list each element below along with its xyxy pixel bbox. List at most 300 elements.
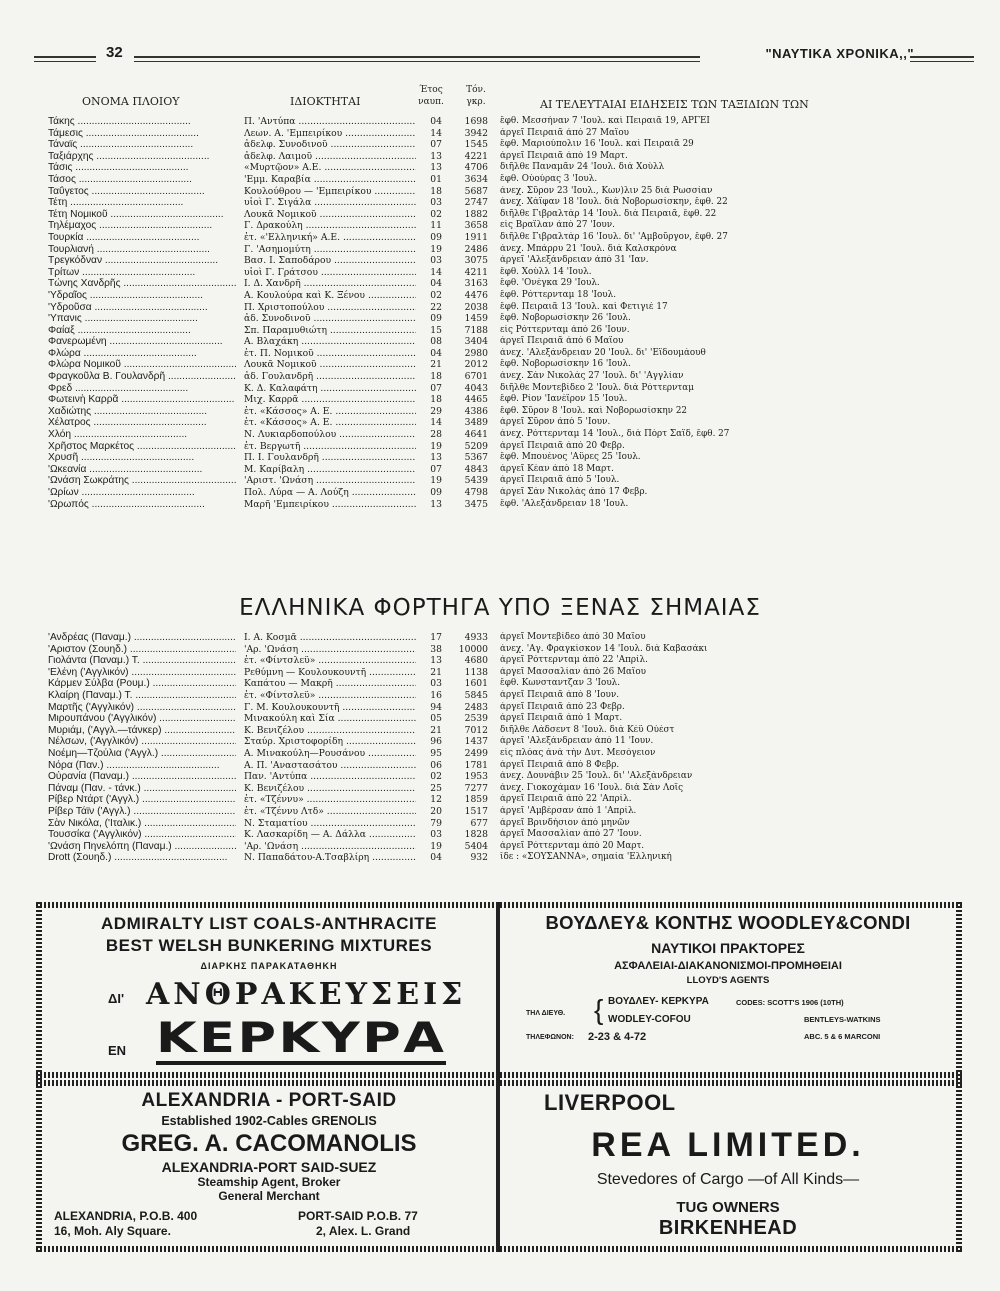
owner-name: Κ. Δ. Καλαφάτη ..... bbox=[244, 383, 416, 395]
table-row bbox=[48, 139, 898, 151]
ad-kerkyra-logo-row bbox=[46, 1013, 492, 1065]
voyage-news: ἀργεῖ Μασσαλίαν ἀπὸ 27 'Ιουν. bbox=[500, 829, 642, 840]
voyage-news: ἀνεχ. Σὰν Νικολὰς 27 'Ιουλ. δι' 'Αγγλίαν bbox=[500, 371, 684, 382]
page-header bbox=[34, 44, 974, 68]
table-row bbox=[48, 128, 898, 140]
ad-woodley-services: ΑΣΦΑΛΕΙΑΙ-ΔΙΑΚΑΝΟΝΙΣΜΟΙ-ΠΡΟΜΗΘΕΙΑΙ bbox=[614, 960, 842, 972]
ad-cacomanolis-addresses bbox=[46, 1209, 492, 1241]
voyage-news: ἀνεχ. 'Αγ. Φραγκίσκον 14 'Ιουλ. διὰ Καβασάκι bbox=[500, 643, 708, 654]
owner-name: ἑτ. Βεργωτῆ ..... bbox=[244, 441, 416, 453]
table-row bbox=[48, 255, 898, 267]
ship-name: Μιρουπάνου ('Αγγλικόν) ..... bbox=[48, 713, 236, 725]
build-year: 02 bbox=[430, 771, 442, 783]
build-year: 29 bbox=[430, 405, 442, 417]
voyage-news: ἀργεῖ Ρόττερνταμ ἀπὸ 22 'Απρίλ. bbox=[500, 655, 648, 666]
voyage-news: διῆλθε Παναμᾶν 24 'Ιουλ. διὰ Χοὺλλ bbox=[500, 162, 665, 173]
build-year: 19 bbox=[430, 475, 442, 487]
ad-rea-tagline: Stevedores of Cargo —of All Kinds— bbox=[596, 1171, 860, 1188]
build-year: 96 bbox=[430, 736, 442, 748]
voyage-news: ἀργεῖ Σὰν Νικολὰς ἀπὸ 17 Φεβρ. bbox=[500, 487, 648, 497]
voyage-news: ἔφθ. Οὐούρας 3 'Ιουλ. bbox=[500, 173, 598, 184]
owner-name: Μαρῆ 'Εμπειρίκου ..... bbox=[244, 499, 416, 511]
owner-name: Α. Κουλούρα καὶ Κ. Ξένου ..... bbox=[244, 290, 416, 302]
owner-name: Α. Μινακούλη—Ρουσάνου ..... bbox=[244, 748, 416, 760]
owner-name: Α. Π. 'Αναστασάτου ..... bbox=[244, 760, 416, 772]
build-year: 38 bbox=[430, 643, 442, 655]
voyage-news: ἔφθ. Κωνσταντζαν 3 'Ιουλ. bbox=[500, 678, 621, 689]
voyage-news: ἀνεχ. 'Αλεξάνδρειαν 20 'Ιουλ. δι' 'Εϊδουμάουθ bbox=[500, 347, 706, 358]
ad-kerkyra-logo: ΚΕΡΚΥΡΑ bbox=[156, 1015, 446, 1065]
table-row bbox=[48, 325, 898, 337]
build-year: 21 bbox=[430, 724, 442, 736]
col-head-owner: ΙΔΙΟΚΤΗΤΑΙ bbox=[290, 95, 361, 108]
ad-cacomanolis-route: ALEXANDRIA-PORT SAID-SUEZ bbox=[161, 1159, 377, 1175]
gross-tons: 4843 bbox=[464, 463, 488, 475]
ad-rea-limited bbox=[504, 1090, 952, 1240]
gross-tons: 2747 bbox=[464, 197, 488, 209]
build-year: 13 bbox=[430, 452, 442, 464]
gross-tons: 4476 bbox=[464, 289, 488, 301]
build-year: 05 bbox=[430, 713, 442, 725]
voyage-news: ἀνεχ. Μπάρρυ 21 'Ιουλ. διὰ Καλσκρόνα bbox=[500, 243, 677, 254]
ad-kerkyra-big-row bbox=[46, 973, 492, 1017]
gross-tons: 5687 bbox=[464, 185, 488, 197]
voyage-news: ἔφθ. 'Ονέγκα 29 'Ιουλ. bbox=[500, 278, 600, 289]
ad-kerkyra-coals bbox=[46, 914, 492, 1065]
table-row bbox=[48, 162, 898, 174]
build-year: 09 bbox=[430, 313, 442, 325]
voyage-news: ἀργεῖ Μοντεβίδεο ἀπὸ 30 Μαΐου bbox=[500, 632, 646, 642]
ship-name: Τάναϊς ..... bbox=[48, 139, 236, 151]
owner-name: Κ. Βενιζέλου ..... bbox=[244, 725, 416, 737]
ship-name: Φαίαξ ..... bbox=[48, 325, 236, 337]
gross-tons: 3475 bbox=[464, 498, 488, 510]
table-row bbox=[48, 197, 898, 209]
gross-tons: 3634 bbox=[464, 173, 488, 185]
ad-kerkyra-line1: ADMIRALTY LIST COALS-ANTHRACITE bbox=[101, 914, 437, 933]
gross-tons: 1517 bbox=[464, 805, 488, 817]
gross-tons: 1953 bbox=[464, 771, 488, 783]
table-row bbox=[48, 725, 898, 737]
voyage-news: ἀργεῖ Πειραιᾶ ἀπὸ 8 Φεβρ. bbox=[500, 759, 620, 770]
gross-tons: 4043 bbox=[464, 382, 488, 394]
table-row bbox=[48, 644, 898, 656]
build-year: 13 bbox=[430, 162, 442, 174]
ad-woodley-phone-label: ΤΗΛΕΦΩΝΟΝ: bbox=[526, 1034, 574, 1041]
col-head-year-l2: ναυπ. bbox=[418, 97, 444, 107]
build-year: 15 bbox=[430, 324, 442, 336]
ad-border-right bbox=[956, 902, 962, 1252]
gross-tons: 3942 bbox=[464, 127, 488, 139]
page-number: 32 bbox=[106, 44, 123, 61]
voyage-news: διῆλθε Γιβραλτὰρ 14 'Ιουλ. διὰ Πειραιᾶ, ἔφθ. 22 bbox=[500, 208, 717, 219]
ad-cacomanolis-addr-right2: 2, Alex. L. Grand bbox=[316, 1224, 411, 1238]
table-row bbox=[48, 841, 898, 853]
gross-tons: 4706 bbox=[464, 162, 488, 174]
gross-tons: 1459 bbox=[464, 313, 488, 325]
build-year: 19 bbox=[430, 440, 442, 452]
build-year: 14 bbox=[430, 266, 442, 278]
voyage-news: ἀργεῖ Πειραιᾶ ἀπὸ 23 Φεβρ. bbox=[500, 701, 625, 712]
voyage-news: ἀργεῖ Σῦρον ἀπὸ 5 'Ιουν. bbox=[500, 417, 611, 428]
col-head-ship: ΟΝΟΜΑ ΠΛΟΙΟΥ bbox=[82, 95, 180, 108]
ship-name: Πάναμ (Παν. - τάνκ.) ..... bbox=[48, 783, 236, 795]
ship-name: Σὰν Νικόλα, ('Ιταλικ.) ..... bbox=[48, 818, 236, 830]
ad-woodley-bentleys: BENTLEYS-WATKINS bbox=[804, 1015, 881, 1024]
ship-name: Drott (Σουηδ.) ..... bbox=[48, 852, 236, 864]
owner-name: ἑτ. «Φίντσλεϋ» ..... bbox=[244, 690, 416, 702]
voyage-news: διῆλθε Μοντεβίδεο 2 'Ιουλ. διὰ Ρόττερνταμ bbox=[500, 382, 694, 393]
table-row bbox=[48, 267, 898, 279]
gross-tons: 1882 bbox=[464, 208, 488, 220]
col-head-tons bbox=[458, 84, 494, 108]
table-row bbox=[48, 464, 898, 476]
owner-name: Κ. Βενιζέλου ..... bbox=[244, 783, 416, 795]
table-row bbox=[48, 394, 898, 406]
ship-name: Τέτη Νομικοῦ ..... bbox=[48, 209, 236, 221]
voyage-news: ἔφθ. Σῦρον 8 'Ιουλ. καὶ Νοβορωσίσκην 22 bbox=[500, 405, 688, 416]
owner-name: ἀδελφ. Λαιμοῦ ..... bbox=[244, 151, 416, 163]
table-row bbox=[48, 151, 898, 163]
owner-name: Λεων. Α. 'Εμπειρίκου ..... bbox=[244, 128, 416, 140]
owner-name: Γ. Δρακούλη ..... bbox=[244, 220, 416, 232]
ship-name: Χαδιώτης ..... bbox=[48, 406, 236, 418]
owner-name: 'Εμμ. Καραβία ..... bbox=[244, 174, 416, 186]
ship-name: 'Υδροῦσα ..... bbox=[48, 302, 236, 314]
owner-name: υἱοὶ Γ. Σιγάλα ..... bbox=[244, 197, 416, 209]
voyage-news: εἰς Βραΐλαν ἀπὸ 27 'Ιουν. bbox=[500, 220, 615, 231]
gross-tons: 2012 bbox=[464, 359, 488, 371]
col-head-news: ΑΙ ΤΕΛΕΥΤΑΙΑΙ ΕΙΔΗΣΕΙΣ ΤΩΝ ΤΑΞΙΔΙΩΝ ΤΩΝ bbox=[540, 98, 809, 111]
ship-name: Φωτεινὴ Καρρᾶ ..... bbox=[48, 394, 236, 406]
voyage-news: ἀνεχ. Γιοκοχάμαν 16 'Ιουλ. διὰ Σὰν Λοΐς bbox=[500, 782, 683, 793]
gross-tons: 5404 bbox=[464, 840, 488, 852]
ad-cacomanolis-addr-left2: 16, Moh. Aly Square. bbox=[54, 1224, 171, 1238]
owner-name: 'Αρ. 'Ωνάση ..... bbox=[244, 841, 416, 853]
table-row bbox=[48, 336, 898, 348]
ad-rea-town: BIRKENHEAD bbox=[658, 1217, 798, 1239]
voyage-news: ἀνεχ. Χάϊφαν 18 'Ιουλ. διὰ Νοβορωσίσκην, ἔφθ. 22 bbox=[500, 197, 728, 208]
owner-name: Ι. Α. Κοσμᾶ ..... bbox=[244, 632, 416, 644]
voyage-news: ἀργεῖ Πειραιᾶ ἀπὸ 22 'Απρίλ. bbox=[500, 794, 632, 805]
gross-tons: 3658 bbox=[464, 220, 488, 232]
gross-tons: 7277 bbox=[464, 782, 488, 794]
gross-tons: 1828 bbox=[464, 829, 488, 841]
ship-name: Τώνης Χανδρῆς ..... bbox=[48, 278, 236, 290]
voyage-news: ἀνεχ. Σῦρον 23 'Ιουλ., Κων)λιν 25 διὰ Ρωσσίαν bbox=[500, 185, 713, 196]
ad-woodley-tel-greek: ΒΟΥΔΛΕΥ- ΚΕΡΚΥΡΑ bbox=[608, 996, 709, 1007]
gross-tons: 1781 bbox=[464, 759, 488, 771]
gross-tons: 1437 bbox=[464, 736, 488, 748]
owner-name: Μιχ. Καρρᾶ ..... bbox=[244, 394, 416, 406]
build-year: 01 bbox=[430, 173, 442, 185]
gross-tons: 2038 bbox=[464, 301, 488, 313]
gross-tons: 4641 bbox=[464, 429, 488, 441]
gross-tons: 3404 bbox=[464, 336, 488, 348]
ship-name: 'Υπανις ..... bbox=[48, 313, 236, 325]
build-year: 03 bbox=[430, 678, 442, 690]
ship-name: Ταΰγετος ..... bbox=[48, 186, 236, 198]
ship-name: Τουρλιανή ..... bbox=[48, 244, 236, 256]
table-row bbox=[48, 748, 898, 760]
owner-name: ἑτ. «Τζέννυ» ..... bbox=[244, 794, 416, 806]
ad-cacomanolis-name: GREG. A. CACOMANOLIS bbox=[121, 1130, 417, 1157]
owner-name: ἑτ. «Κάσσος» Α. Ε. ..... bbox=[244, 417, 416, 429]
ad-woodley-tel-label: ΤΗΛ ΔΙΕΥΘ. bbox=[526, 1010, 566, 1017]
build-year: 07 bbox=[430, 382, 442, 394]
voyage-news: ἀργεῖ Ρόττερνταμ ἀπὸ 20 Μαρτ. bbox=[500, 840, 645, 851]
voyage-news: ἀνεχ. Δουνάβιν 25 'Ιουλ. δι' 'Αλεξάνδρειαν bbox=[500, 771, 693, 782]
owner-name: Ρεθύμνη — Κουλουκουντῆ ..... bbox=[244, 667, 416, 679]
table-row bbox=[48, 406, 898, 418]
ad-woodley-codes: CODES: SCOTT'S 1906 (10TH) bbox=[736, 998, 844, 1007]
gross-tons: 5209 bbox=[464, 440, 488, 452]
section-title: ΕΛΛΗΝΙΚΑ ΦΟΡΤΗΓΑ ΥΠΟ ΞΕΝΑΣ ΣΗΜΑΙΑΣ bbox=[239, 595, 761, 621]
table-row bbox=[48, 499, 898, 511]
ad-cacomanolis-role2: General Merchant bbox=[218, 1189, 320, 1203]
owner-name: Καπάτου — Μακρῆ ..... bbox=[244, 678, 416, 690]
voyage-news: ἀργεῖ 'Αλεξάνδρειαν ἀπὸ 31 'Ιαν. bbox=[500, 255, 649, 266]
ad-woodley-brace: { bbox=[594, 994, 604, 1025]
build-year: 18 bbox=[430, 185, 442, 197]
table-row bbox=[48, 760, 898, 772]
owner-name: Π. Ι. Γουλανδρῆ ..... bbox=[244, 452, 416, 464]
ship-name: Χέλατρος ..... bbox=[48, 417, 236, 429]
ship-name: Φλώρα Νομικοῦ ..... bbox=[48, 359, 236, 371]
ship-name: Τάσος ..... bbox=[48, 174, 236, 186]
table-row bbox=[48, 783, 898, 795]
ad-rea-owners: TUG OWNERS bbox=[676, 1199, 780, 1216]
table-row bbox=[48, 220, 898, 232]
table-row bbox=[48, 829, 898, 841]
voyage-news: ἔφθ. Μπουένος 'Αϋρες 25 'Ιουλ. bbox=[500, 452, 641, 463]
table-row bbox=[48, 174, 898, 186]
build-year: 28 bbox=[430, 429, 442, 441]
build-year: 02 bbox=[430, 289, 442, 301]
voyage-news: διῆλθε Γιβραλτὰρ 16 'Ιουλ. δι' 'Αμβοῦργον, ἔφθ. 27 bbox=[500, 231, 728, 242]
gross-tons: 4680 bbox=[464, 655, 488, 667]
ship-name: 'Ωνάση Σωκράτης ..... bbox=[48, 475, 236, 487]
build-year: 04 bbox=[430, 116, 442, 127]
voyage-news: ἀργεῖ 'Αλεξάνδρειαν ἀπὸ 11 'Ιουν. bbox=[500, 736, 654, 747]
gross-tons: 5367 bbox=[464, 452, 488, 464]
table-row bbox=[48, 713, 898, 725]
gross-tons: 4465 bbox=[464, 394, 488, 406]
ship-name: Ρίβερ Ντάρτ ('Αγγλ.) ..... bbox=[48, 794, 236, 806]
table-row bbox=[48, 371, 898, 383]
table-row bbox=[48, 429, 898, 441]
voyage-news: ἔφθ. Ρόττερνταμ 18 'Ιουλ. bbox=[500, 289, 617, 300]
owner-name: Γ. Μ. Κουλουκουντῆ ..... bbox=[244, 702, 416, 714]
ship-name: Ταξιάρχης ..... bbox=[48, 151, 236, 163]
build-year: 13 bbox=[430, 150, 442, 162]
ad-cacomanolis-line2: Established 1902-Cables GRENOLIS bbox=[161, 1114, 377, 1128]
gross-tons: 1545 bbox=[464, 139, 488, 151]
voyage-news: ἀργεῖ 'Αμβέρσαν ἀπὸ 1 'Απρίλ. bbox=[500, 805, 637, 816]
build-year: 19 bbox=[430, 243, 442, 255]
ship-name: Νέλσων, ('Αγγλικόν) ..... bbox=[48, 736, 236, 748]
build-year: 21 bbox=[430, 359, 442, 371]
table-row bbox=[48, 209, 898, 221]
voyage-news: εἰς πλόας ἀνὰ τὴν Δυτ. Μεσόγειον bbox=[500, 747, 656, 758]
build-year: 07 bbox=[430, 463, 442, 475]
owner-name: Βασ. Ι. Σαποδάρου ..... bbox=[244, 255, 416, 267]
gross-tons: 932 bbox=[470, 852, 488, 864]
owner-name: Κ. Λασκαρίδη — Α. Δάλλα ..... bbox=[244, 829, 416, 841]
voyage-news: ἀργεῖ Πειραιᾶ ἀπὸ 5 'Ιουλ. bbox=[500, 475, 620, 486]
owner-name: ἑτ. «'Ελληνική» Α.Ε. ..... bbox=[244, 232, 416, 244]
owner-name: 'Αριστ. 'Ωνάση ..... bbox=[244, 475, 416, 487]
ad-cacomanolis-addr-left1: ALEXANDRIA, P.O.B. 400 bbox=[54, 1209, 198, 1223]
gross-tons: 2980 bbox=[464, 347, 488, 359]
table-row bbox=[48, 794, 898, 806]
build-year: 79 bbox=[430, 817, 442, 829]
build-year: 94 bbox=[430, 701, 442, 713]
owner-name: Π. 'Αντύπα ..... bbox=[244, 116, 416, 128]
table-row bbox=[48, 667, 898, 679]
table-row bbox=[48, 186, 898, 198]
voyage-news: εἰς Ρόττερνταμ ἀπὸ 26 'Ιουν. bbox=[500, 324, 630, 335]
voyage-news: ἀργεῖ Πειραιᾶ ἀπὸ 27 Μαΐου bbox=[500, 127, 629, 138]
table-row bbox=[48, 655, 898, 667]
owner-name: Πολ. Λύρα — Α. Λούζη ..... bbox=[244, 487, 416, 499]
ad-woodley-abc: ABC. 5 & 6 MARCONI bbox=[804, 1032, 881, 1041]
table-row bbox=[48, 818, 898, 830]
table-row bbox=[48, 383, 898, 395]
build-year: 04 bbox=[430, 347, 442, 359]
ad-woodley-subtitle: ΝΑΥΤΙΚΟΙ ΠΡΑΚΤΟΡΕΣ bbox=[651, 940, 805, 956]
gross-tons: 3489 bbox=[464, 417, 488, 429]
build-year: 03 bbox=[430, 255, 442, 267]
gross-tons: 7012 bbox=[464, 724, 488, 736]
ad-cacomanolis-line1: ALEXANDRIA - PORT-SAID bbox=[141, 1090, 397, 1111]
gross-tons: 5439 bbox=[464, 475, 488, 487]
ship-name: Κλαίρη (Παναμ.) Τ. ..... bbox=[48, 690, 236, 702]
ship-name: 'Ελένη ('Αγγλικόν) ..... bbox=[48, 667, 236, 679]
col-head-year bbox=[412, 84, 450, 108]
build-year: 09 bbox=[430, 487, 442, 498]
ship-name: Τέτη ..... bbox=[48, 197, 236, 209]
ship-name: Φραγκοῦλα Β. Γουλανδρῆ ..... bbox=[48, 371, 236, 383]
magazine-title: "ΝΑΥΤΙΚΑ ΧΡΟΝΙΚΑ,," bbox=[765, 46, 914, 61]
build-year: 13 bbox=[430, 498, 442, 510]
table-row bbox=[48, 632, 898, 644]
ship-name: Ρίβερ Τάϊν ('Αγγλ.) ..... bbox=[48, 806, 236, 818]
ship-name: Τηλέμαχος ..... bbox=[48, 220, 236, 232]
owner-name: Ι. Δ. Χανδρῆ ..... bbox=[244, 278, 416, 290]
voyage-news: ἔφθ. 'Αλεξάνδρειαν 18 'Ιουλ. bbox=[500, 498, 629, 509]
ad-kerkyra-big-word: ΑΝΘΡΑΚΕΥΣΕΙΣ bbox=[146, 977, 467, 1012]
ad-kerkyra-line3: ΔΙΑΡΚΗΣ ΠΑΡΑΚΑΤΑΘΗΚΗ bbox=[200, 961, 338, 971]
owner-name: Παν. 'Αντύπα ..... bbox=[244, 771, 416, 783]
owner-name: «Μυρτῷον» Α.Ε. ..... bbox=[244, 162, 416, 174]
table-row bbox=[48, 313, 898, 325]
owner-name: ἀδ. Συνοδινοῦ ..... bbox=[244, 313, 416, 325]
ship-name: Τάμεσις ..... bbox=[48, 128, 236, 140]
col-head-tons-l1: Τόν. bbox=[466, 85, 486, 95]
table-row bbox=[48, 475, 898, 487]
ad-woodley-tel-latin: WODLEY-COFOU bbox=[608, 1014, 691, 1025]
table-row bbox=[48, 806, 898, 818]
header-rule-right bbox=[910, 56, 974, 62]
ad-cacomanolis bbox=[46, 1090, 492, 1241]
ad-woodley-contacts bbox=[504, 992, 952, 1052]
voyage-news: ἴδε : «ΣΟΥΣΑΝΝΑ», σημαία 'Ελληνική bbox=[500, 852, 672, 863]
build-year: 25 bbox=[430, 782, 442, 794]
table-row bbox=[48, 244, 898, 256]
owner-name: Α. Βλαχάκη ..... bbox=[244, 336, 416, 348]
owner-name: Σπ. Παραμυθιώτη ..... bbox=[244, 325, 416, 337]
build-year: 03 bbox=[430, 197, 442, 209]
build-year: 04 bbox=[430, 852, 442, 864]
ship-name: 'Ωρίων ..... bbox=[48, 487, 236, 499]
ship-name: Κάρμεν Σύλβα (Ρουμ.) ..... bbox=[48, 678, 236, 690]
ship-name: Μυριάμ, ('Αγγλ.—τάνκερ) ..... bbox=[48, 725, 236, 737]
table-row bbox=[48, 441, 898, 453]
owner-name: υἱοὶ Γ. Γράτσου ..... bbox=[244, 267, 416, 279]
ship-name: 'Ωκεανία ..... bbox=[48, 464, 236, 476]
ad-border-divider bbox=[496, 902, 500, 1252]
ship-name: Μαρτῆς ('Αγγλικόν) ..... bbox=[48, 702, 236, 714]
ship-name: Τρίτων ..... bbox=[48, 267, 236, 279]
build-year: 16 bbox=[430, 689, 442, 701]
ship-name: Οὐρανία (Παναμ.) ..... bbox=[48, 771, 236, 783]
owner-name: 'Αρ. 'Ωνάση ..... bbox=[244, 644, 416, 656]
ship-name: Φρεδ ..... bbox=[48, 383, 236, 395]
gross-tons: 2499 bbox=[464, 747, 488, 759]
ship-name: Χλόη ..... bbox=[48, 429, 236, 441]
voyage-news: ἀνεχ. Ρόττερνταμ 14 'Ιουλ., διὰ Πὸρτ Σαΐδ, ἔφθ. 27 bbox=[500, 429, 730, 440]
voyage-news: ἀργεῖ Μασσαλίαν ἀπὸ 26 Μαΐου bbox=[500, 666, 647, 677]
ship-name: 'Ωνάση Πηνελόπη (Παναμ.) ..... bbox=[48, 841, 236, 853]
table-row bbox=[48, 690, 898, 702]
col-head-tons-l2: γκρ. bbox=[466, 97, 486, 107]
build-year: 14 bbox=[430, 417, 442, 429]
ad-woodley-phones: 2-23 & 4-72 bbox=[588, 1031, 647, 1043]
gross-tons: 3075 bbox=[464, 255, 488, 267]
voyage-news: ἔφθ. Μεσσήναν 7 'Ιουλ. καὶ Πειραιᾶ 19, ΑΡΓΕΙ bbox=[500, 116, 710, 126]
gross-tons: 7188 bbox=[464, 324, 488, 336]
table-row bbox=[48, 116, 898, 128]
build-year: 19 bbox=[430, 840, 442, 852]
header-rule-middle bbox=[134, 56, 700, 62]
table-row bbox=[48, 736, 898, 748]
gross-tons: 1138 bbox=[464, 666, 488, 678]
build-year: 18 bbox=[430, 394, 442, 406]
ship-name: 'Υδραῖος ..... bbox=[48, 290, 236, 302]
voyage-news: ἔφθ. Χοὺλλ 14 'Ιουλ. bbox=[500, 266, 592, 277]
build-year: 20 bbox=[430, 805, 442, 817]
owner-name: Π. Χριστοπούλου ..... bbox=[244, 302, 416, 314]
header-rule-left bbox=[34, 56, 96, 62]
build-year: 18 bbox=[430, 371, 442, 383]
table-row bbox=[48, 852, 898, 864]
ad-kerkyra-line2: BEST WELSH BUNKERING MIXTURES bbox=[105, 936, 433, 955]
owner-name: ἑτ. «Φίντσλεϋ» ..... bbox=[244, 655, 416, 667]
voyage-news: ἔφθ. Πειραιᾶ 13 'Ιουλ. καὶ Φετιγιὲ 17 bbox=[500, 301, 668, 312]
owner-name: Σταύρ. Χριστοφορίδη ..... bbox=[244, 736, 416, 748]
ship-name: Τουρκία ..... bbox=[48, 232, 236, 244]
ad-rea-city: LIVERPOOL bbox=[544, 1090, 676, 1115]
voyage-news: ἀργεῖ Βρινδήσιον ἀπὸ μηνῶν bbox=[500, 817, 630, 828]
col-head-year-l1: Έτος bbox=[419, 85, 443, 95]
gross-tons: 4211 bbox=[464, 266, 488, 278]
table-row bbox=[48, 290, 898, 302]
voyage-news: ἀργεῖ Πειραιᾶ ἀπὸ 19 Μαρτ. bbox=[500, 150, 628, 161]
table-row bbox=[48, 302, 898, 314]
build-year: 08 bbox=[430, 336, 442, 348]
owner-name: Ν. Σταματίου ..... bbox=[244, 818, 416, 830]
